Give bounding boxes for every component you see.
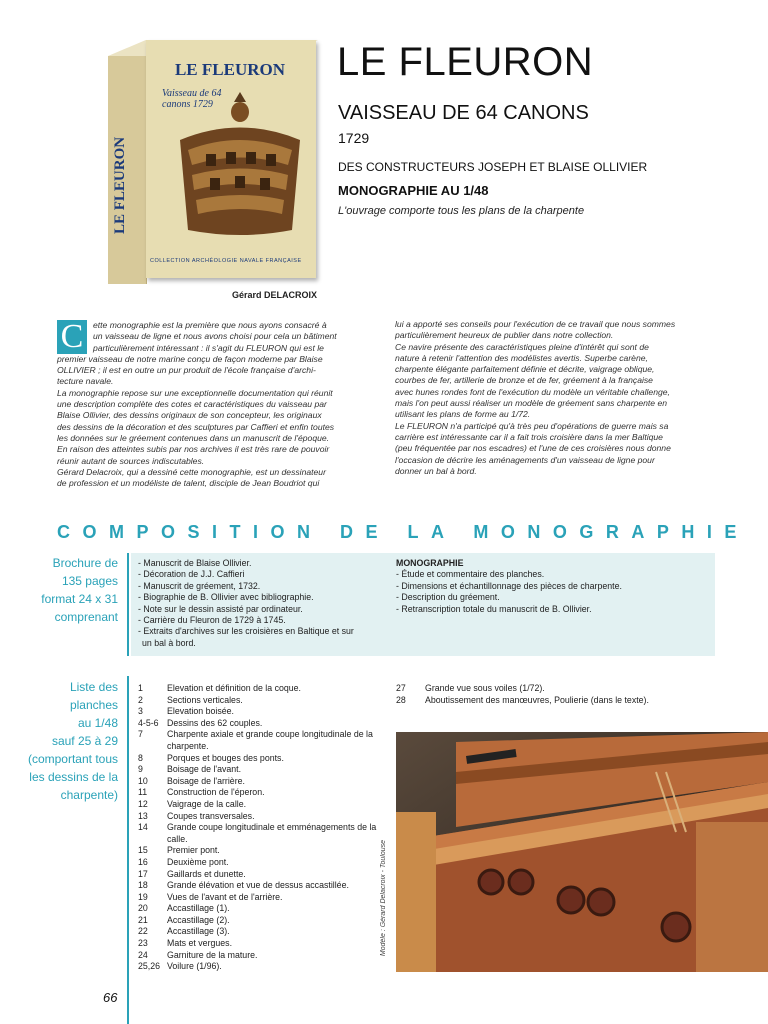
intro-line: avec hunes rondes font de l'exécution du modèle un véritable challenge, (395, 386, 670, 397)
composition-item: - Retranscription totale du manuscrit de B. Ollivier. (396, 603, 592, 614)
plate-row (138, 950, 388, 962)
plate-number: 18 (138, 880, 148, 891)
plate-row (138, 706, 388, 718)
brochure-label-line: Brochure de (52, 556, 118, 570)
plates-label-line: Liste des (69, 680, 118, 694)
plate-number: 24 (138, 949, 148, 960)
brochure-label (40, 554, 118, 626)
plate-number: 27 (396, 683, 406, 693)
intro-line: donner un bal à bord. (395, 465, 477, 476)
intro-line: carrière est intéressante car il a fait trois croisière dans la mer Baltique (395, 431, 663, 442)
plate-number: 19 (138, 891, 148, 902)
intro-line: lui a apporté ses conseils pour l'exécution de ce travail que nous sommes (395, 319, 676, 329)
intro-right-column (395, 319, 717, 477)
page-subtitle: VAISSEAU DE 64 CANONS (338, 102, 589, 124)
plate-number: 28 (396, 694, 406, 705)
intro-line: réunir autant de sources indiscutables. (57, 455, 205, 466)
plate-row (396, 683, 706, 695)
plate-row (138, 787, 388, 799)
plate-number: 11 (138, 787, 148, 798)
plate-title: Vaigrage de la calle. (167, 798, 247, 809)
composition-right-list (396, 558, 706, 615)
plate-number: 1 (138, 683, 143, 693)
plates-label (20, 678, 118, 804)
plate-row (138, 729, 388, 752)
plate-row (138, 776, 388, 788)
composition-item: - Manuscrit de gréement, 1732. (138, 580, 261, 591)
plate-row (138, 822, 388, 845)
plate-title: Accastillage (2). (167, 914, 230, 925)
plate-title: Sections verticales. (167, 694, 243, 705)
plate-number: 9 (138, 764, 143, 775)
book-spine-title: LE FLEURON (112, 136, 128, 234)
intro-line: l'occasion de décrire les aménagements d'un vaisseau de ligne pour (395, 454, 655, 465)
plate-title: Boisage de l'avant. (167, 764, 242, 775)
intro-line: des dessins de la décoration et des sculptures par Caffieri et enfin toutes (57, 421, 335, 432)
ship-stern-illustration (170, 90, 310, 240)
plate-title: Boisage de l'arrière. (167, 775, 245, 786)
intro-line: En raison des atteintes subis par nos archives il est très rare de pouvoir (57, 444, 330, 455)
plate-row (138, 857, 388, 869)
composition-item: un bal à bord. (142, 637, 196, 648)
composition-right-header: MONOGRAPHIE (396, 558, 464, 568)
page-title: LE FLEURON (337, 40, 594, 84)
page-number: 66 (103, 990, 118, 1005)
plate-number: 12 (138, 798, 148, 809)
plate-number: 10 (138, 775, 148, 786)
intro-line: mais l'on peut aussi réaliser un modèle de gréement sans charpente en (395, 398, 668, 409)
intro-line: Blaise Ollivier, des dessins originaux de son concepteur, les originaux (57, 410, 322, 421)
brochure-divider (127, 553, 129, 656)
plate-title: Mats et vergues. (167, 938, 233, 949)
plate-row (138, 695, 388, 707)
plate-title: Coupes transversales. (167, 810, 255, 821)
model-photo (396, 732, 768, 972)
intro-line: les données sur le gréement contenues dans un manuscrit de l'époque. (57, 432, 330, 443)
intro-line: tecture navale. (57, 376, 114, 387)
composition-item: - Dimensions et échantillonnage des pièces de charpente. (396, 580, 622, 591)
plate-title: Deuxième pont. (167, 856, 229, 867)
constructors: DES CONSTRUCTEURS JOSEPH ET BLAISE OLLIVIER (338, 160, 648, 174)
composition-item: - Carrière du Fleuron de 1729 à 1745. (138, 615, 286, 626)
ship-model-illustration (396, 732, 768, 972)
plate-number: 17 (138, 868, 148, 879)
plate-title: Garniture de la mature. (167, 949, 258, 960)
intro-line: (peu fréquentée par nos escadres) et l'une de ces croisières nous donne (395, 443, 671, 454)
intro-line: La monographie repose sur une exceptionnelle documentation qui réunit (57, 387, 333, 398)
intro-line: premier vaisseau de notre marine conçu de façon moderne par Blaise (57, 353, 323, 364)
plate-number: 4-5-6 (138, 717, 159, 728)
plate-row (138, 753, 388, 765)
intro-line: Le FLEURON n'a participé qu'à très peu d'opérations de guerre mais sa (395, 420, 669, 431)
plate-number: 2 (138, 694, 143, 705)
intro-line: de profession et un modéliste de talent, disciple de Jean Boudriot qui (57, 478, 320, 489)
intro-line: utilisant les plans de forme au 1/72. (395, 409, 531, 420)
plates-label-line: (comportant tous (27, 752, 118, 766)
plate-row (138, 961, 388, 973)
plate-title: Voilure (1/96). (167, 961, 222, 972)
intro-line: nature à retenir l'attention des modélistes avertis. Superbe carène, (395, 352, 648, 363)
plate-number: 16 (138, 856, 148, 867)
monograph-note: L'ouvrage comporte tous les plans de la charpente (338, 205, 585, 217)
plate-row (138, 764, 388, 776)
drop-cap: C (57, 320, 87, 354)
plates-divider (127, 676, 129, 1024)
plates-label-line: les dessins de la (29, 770, 118, 784)
book-cover-title: LE FLEURON (174, 60, 286, 79)
plate-title: Aboutissement des manœuvres, Poulierie (dans le texte). (425, 694, 649, 705)
photo-credit: Modèle : Gérard Delacroix - Toulouse (380, 840, 387, 957)
composition-item: - Biographie de B. Ollivier avec bibliographie. (138, 592, 314, 603)
plate-row (138, 880, 388, 892)
brochure-label-line: comprenant (54, 610, 118, 624)
intro-line: une description complète des cotes et caractéristiques du vaisseau par (57, 399, 327, 410)
plate-row (396, 695, 706, 707)
intro-line: courbes de fer, artillerie de bronze et de fer, gréement à la française (395, 375, 653, 386)
intro-line: Gérard Delacroix, qui a dessiné cette monographie, est un dessinateur (57, 466, 326, 477)
plates-label-line: charpente) (60, 788, 118, 802)
plate-number: 14 (138, 822, 148, 833)
plate-number: 3 (138, 706, 143, 717)
plate-row (138, 718, 388, 730)
plate-title: Premier pont. (167, 845, 220, 856)
monograph-scale: MONOGRAPHIE AU 1/48 (338, 183, 489, 198)
plate-row (138, 845, 388, 857)
composition-item: - Description du gréement. (396, 592, 500, 603)
plate-title: Accastillage (3). (167, 926, 230, 937)
book-cover-subtitle: Vaisseau de 64 canons 1729 (162, 88, 222, 110)
plate-number: 15 (138, 845, 148, 856)
plate-title: Accastillage (1). (167, 903, 230, 914)
intro-line: ette monographie est la première que nous ayons consacré à (93, 320, 327, 330)
plate-row (138, 799, 388, 811)
plate-title: Grande coupe longitudinale et emménagements de la calle. (167, 822, 377, 844)
plate-row (138, 915, 388, 927)
composition-item: - Extraits d'archives sur les croisières en Baltique et sur (138, 626, 354, 637)
plates-label-line: sauf 25 à 29 (51, 734, 118, 748)
plate-title: Gaillards et dunette. (167, 868, 246, 879)
plate-row (138, 892, 388, 904)
plate-title: Elevation et définition de la coque. (167, 683, 302, 693)
plate-title: Construction de l'éperon. (167, 787, 265, 798)
composition-item: - Note sur le dessin assisté par ordinateur. (138, 603, 303, 614)
plate-row (138, 811, 388, 823)
plate-title: Charpente axiale et grande coupe longitudinale de la charpente. (167, 729, 373, 751)
plate-number: 22 (138, 926, 148, 937)
intro-line: un vaisseau de ligne et nous avons choisi pour cela un bâtiment (93, 331, 337, 342)
intro-left-column (57, 320, 375, 489)
intro-line: particulièrement intéressant : il s'agit du FLEURON qui est le (93, 342, 324, 353)
plate-number: 13 (138, 810, 148, 821)
intro-line: charpente élégante parfaitement définie et décrite, vaigrage oblique, (395, 364, 655, 375)
plate-row (138, 683, 388, 695)
plate-number: 8 (138, 752, 143, 763)
plate-number: 20 (138, 903, 148, 914)
plate-row (138, 938, 388, 950)
plates-label-line: au 1/48 (77, 716, 118, 730)
plate-title: Porques et bouges des ponts. (167, 752, 284, 763)
composition-item: - Manuscrit de Blaise Ollivier. (138, 558, 252, 568)
plate-number: 7 (138, 729, 143, 740)
composition-left-list (138, 558, 378, 649)
intro-line: OLLIVIER ; il est en outre un pur produit de l'école française d'archi- (57, 365, 316, 376)
brochure-label-line: format 24 x 31 (41, 592, 118, 606)
composition-item: - Étude et commentaire des planches. (396, 569, 545, 580)
year: 1729 (338, 130, 370, 146)
plate-number: 25,26 (138, 961, 161, 972)
plate-row (138, 903, 388, 915)
plates-list-continued (396, 683, 706, 706)
plate-title: Grande élévation et vue de dessus accastillée. (167, 880, 349, 891)
plate-number: 23 (138, 938, 148, 949)
plate-title: Grande vue sous voiles (1/72). (425, 683, 545, 693)
plate-title: Dessins des 62 couples. (167, 717, 263, 728)
composition-item: - Décoration de J.J. Caffieri (138, 569, 245, 580)
book-cover-footer: COLLECTION ARCHÉOLOGIE NAVALE FRANÇAISE (150, 258, 302, 264)
plate-number: 21 (138, 914, 148, 925)
plates-list (138, 683, 388, 973)
composition-heading: COMPOSITION DE LA MONOGRAPHIE (57, 522, 749, 542)
plate-title: Vues de l'avant et de l'arrière. (167, 891, 283, 902)
plate-row (138, 869, 388, 881)
plates-label-line: planches (69, 698, 118, 712)
intro-line: particulièrement heureux de publier dans notre collection. (395, 330, 614, 341)
author-name: Gérard DELACROIX (232, 290, 318, 300)
brochure-label-line: 135 pages (61, 574, 118, 588)
plate-row (138, 926, 388, 938)
intro-line: Ce navire présente des caractéristiques pleine d'intérêt qui sont de (395, 341, 649, 352)
plate-title: Elevation boisée. (167, 706, 234, 717)
